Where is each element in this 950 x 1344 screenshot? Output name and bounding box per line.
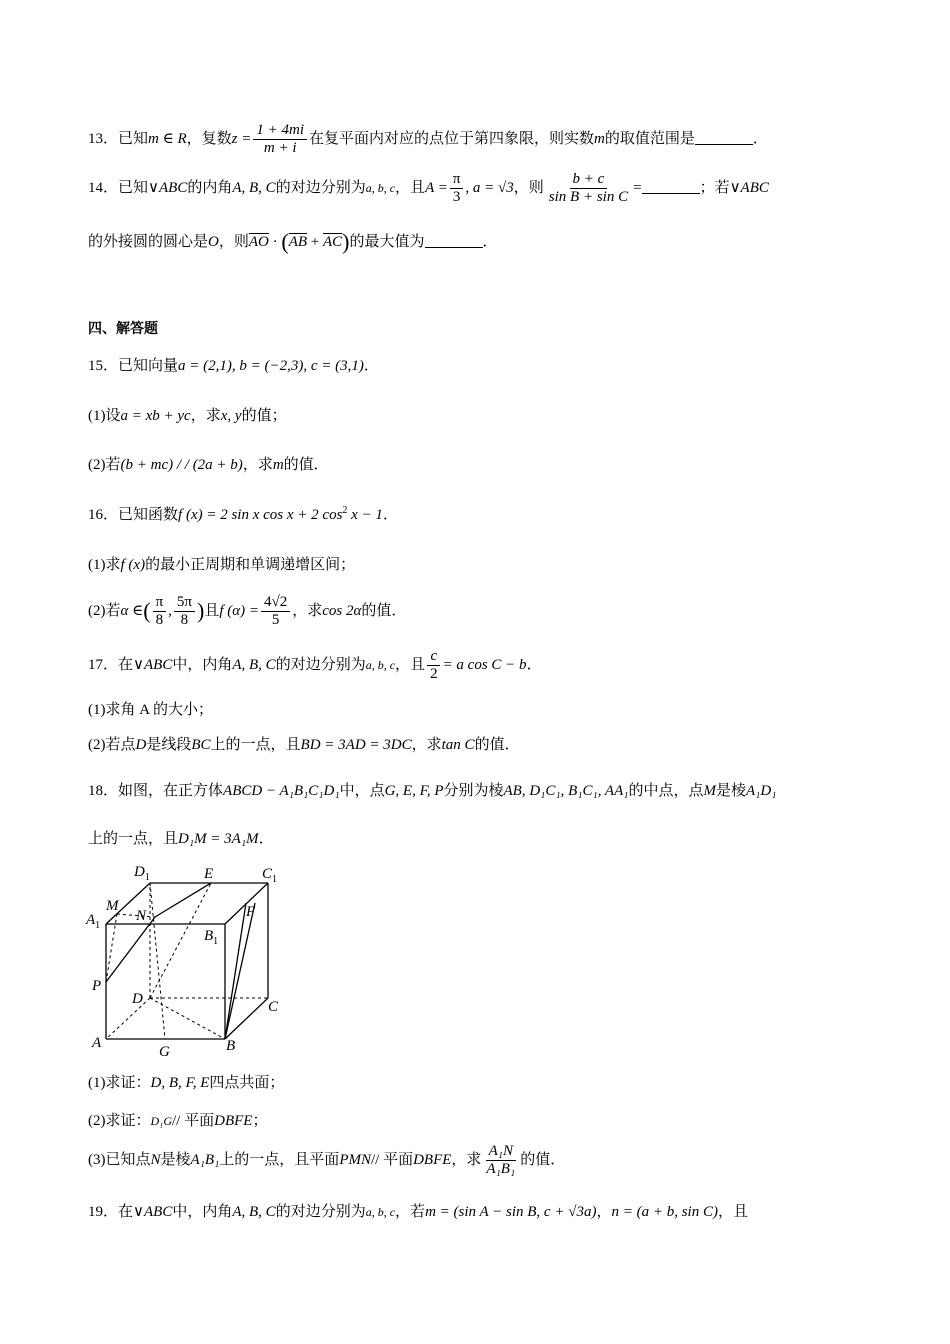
label-e: E <box>204 866 214 882</box>
label-d: D <box>132 991 143 1007</box>
label-a: A <box>92 1035 102 1051</box>
q16: 16．已知函数f (x) = 2 sin x cos x + 2 $\cos^2 x - 1$． <box>88 505 398 523</box>
q19: 19．在∨ABC中，内角A, B, C的对边分别为a, b, c，若m = (sin A − sin B, c + √3a)，n = (a + b, sin C)，且 <box>88 1204 748 1220</box>
segment-bf <box>225 903 246 1039</box>
q18-part2: (2)求证：D₁G// 平面DBFE； <box>88 1113 268 1129</box>
section-heading: 四、解答题 <box>88 321 158 337</box>
label-b: B <box>226 1038 236 1054</box>
q18-line1: 18．如图，在正方体ABCD − A₁B₁C₁D₁中，点G, E, F, P分别为棱AB, D₁C₁, B₁C₁, AA₁的中点，点M是棱A₁D₁ <box>88 783 777 799</box>
label-n: N <box>136 908 147 924</box>
edge-bc <box>225 998 268 1039</box>
label-g: G <box>159 1044 170 1060</box>
q15: 15．已知向量a = (2,1), b = (−2,3), c = (3,1)． <box>88 358 379 374</box>
q18-part3: (3)已知点N是棱A₁B₁上的一点，且平面PMN// 平面DBFE，求 $\frac{\text{A₁N}}{\text{A₁B₁}}$ 的值． <box>88 1143 566 1177</box>
q15-part1: (1)设a = xb + yc，求x, y的值； <box>88 408 287 424</box>
q18-part1: (1)求证：D, B, F, E四点共面； <box>88 1075 285 1091</box>
label-c1: $C_1$ <box>262 866 278 885</box>
label-f: F <box>246 904 256 920</box>
cube-figure <box>80 858 300 1063</box>
q16-part2: (2)若α ∈( $\frac{\pi}{8}$ , $\frac{5\pi}{8}$ )且f (α) = $\frac{4√2}{5}$ ，求cos 2α的值． <box>88 594 407 628</box>
q14-fraction: $\frac{b + c}{\text{sin B + sin C}}$ <box>548 171 629 205</box>
label-m: M <box>106 898 119 914</box>
answer-blank <box>695 144 753 145</box>
hidden-edge-ad <box>106 998 150 1039</box>
q17: 17．在∨ABC中，内角A, B, C的对边分别为a, b, c，且 $\frac{c}{2}$ = a cos C − b． <box>88 648 542 682</box>
q17-part1: (1)求角 A 的大小； <box>88 702 213 718</box>
q16-part1: (1)求f (x)的最小正周期和单调递增区间； <box>88 557 356 573</box>
label-p: P <box>92 978 102 994</box>
q14-line1: 14．已知∨ABC的内角A, B, C的对边分别为a, b, c，且A = $\frac{\pi}{3}$ , a = √3，则 $\frac{b + c}{\text{sin B + sin C}}$ = ；若∨ABC <box>88 171 769 205</box>
label-d1: $D_1$ <box>134 864 150 883</box>
segment-pn <box>106 917 155 982</box>
label-c: C <box>268 999 279 1015</box>
q18-line2: 上的一点，且D₁M = 3A₁M． <box>88 831 274 847</box>
q15-part2: (2)若(b + mc) / / (2a + b)，求m的值． <box>88 457 329 473</box>
label-a1: $A_1$ <box>86 912 101 931</box>
label-b1: $B_1$ <box>204 928 219 947</box>
segment-en <box>155 883 211 917</box>
q13-fraction: $\frac{1 + 4mi}{m + i}$ <box>253 122 307 157</box>
q13: 13．已知m ∈ R，复数z = $\frac{1 + 4mi}{m + i}$ 在复平面内对应的点位于第四象限，则实数m的取值范围是 ． <box>88 122 768 156</box>
q17-part2: (2)若点D是线段BC上的一点，且BD = 3AD = 3DC，求tan C的值． <box>88 737 520 753</box>
q14-line2: 的外接圆的圆心是O，则$\overline{AO} \cdot (\overline{AB} + \overline{AC})$的最大值为 ． <box>88 229 498 254</box>
segment-bf-2 <box>225 903 255 1039</box>
answer-blank <box>642 193 700 194</box>
answer-blank <box>425 247 483 248</box>
hidden-segment-d1g <box>150 883 165 1039</box>
